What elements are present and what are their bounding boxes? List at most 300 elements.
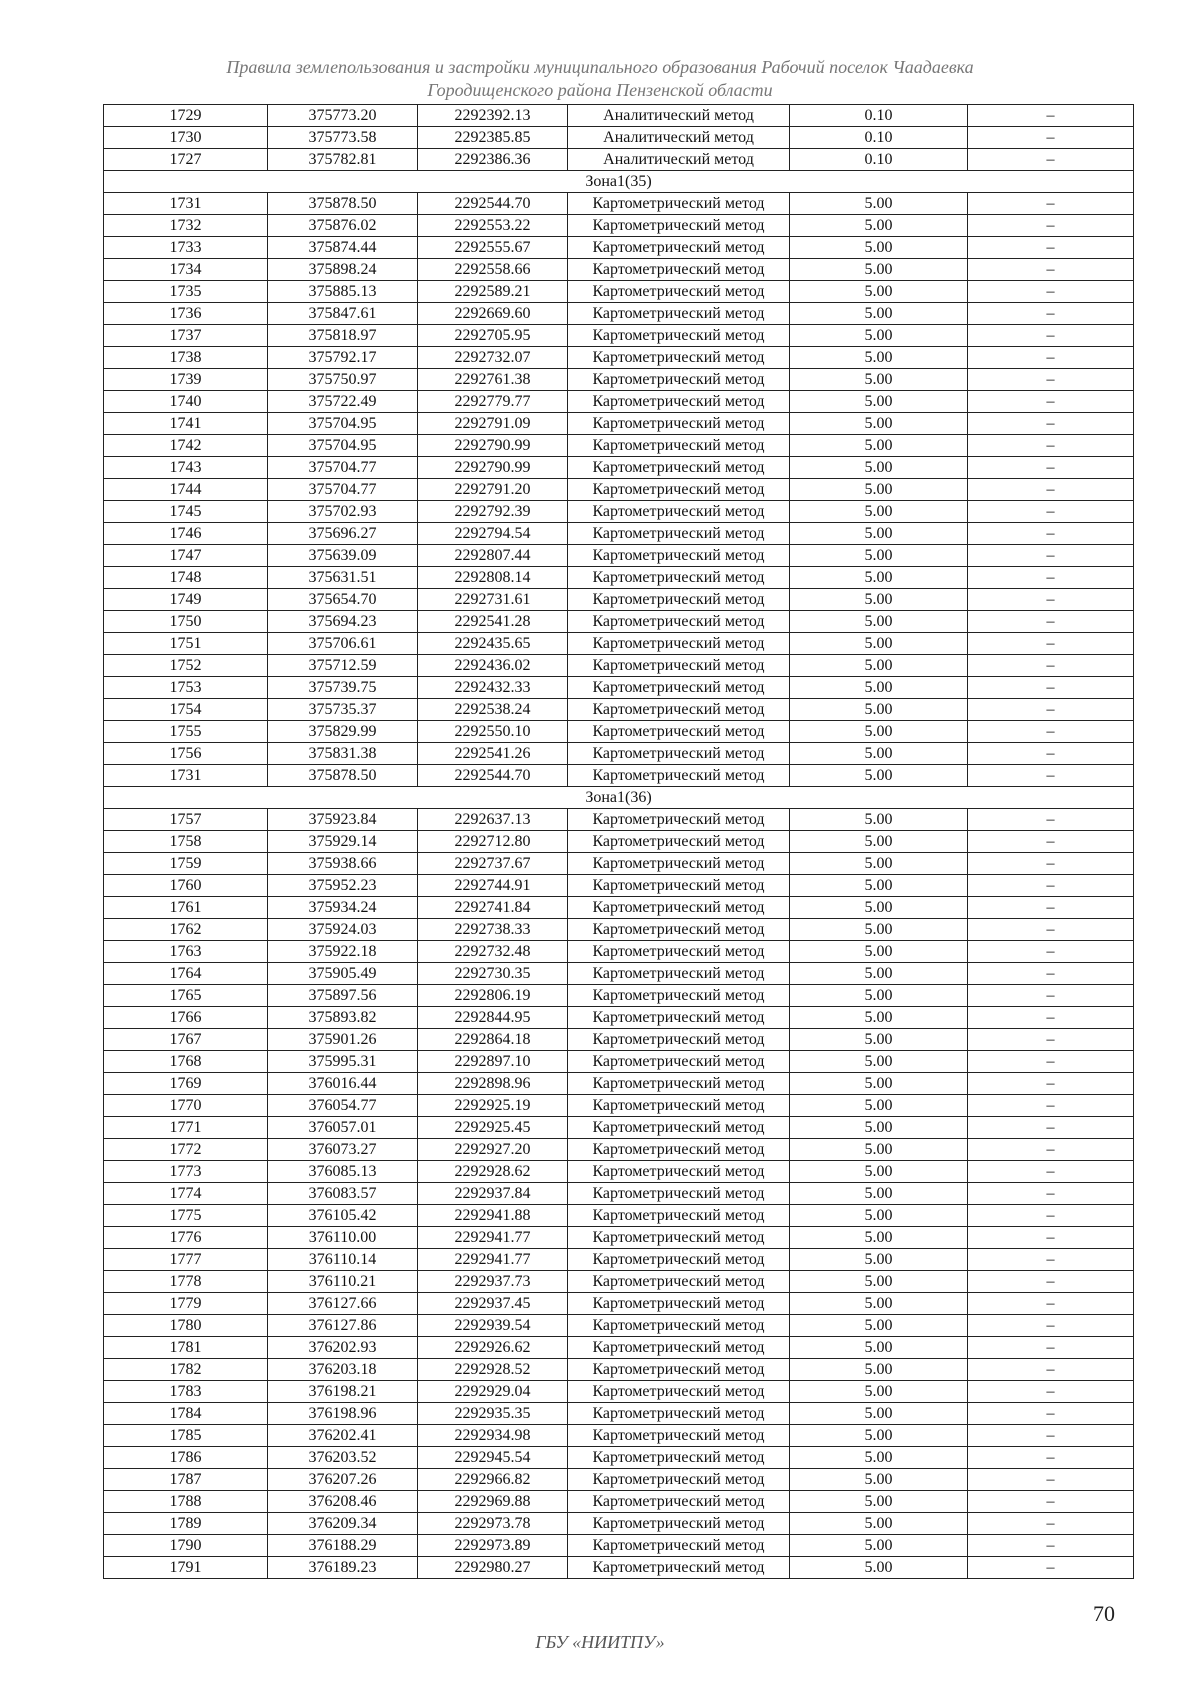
- table-row: [104, 1491, 1134, 1513]
- table-row: [104, 127, 1134, 149]
- table-row: [104, 633, 1134, 655]
- x-coordinate-cell: 375712.59: [268, 655, 418, 677]
- point-number-cell: 1771: [104, 1117, 268, 1139]
- table-row: [104, 1007, 1134, 1029]
- method-cell: Аналитический метод: [568, 149, 790, 171]
- description-cell: –: [968, 1227, 1134, 1249]
- table-row: [104, 941, 1134, 963]
- x-coordinate-cell: 375639.09: [268, 545, 418, 567]
- method-cell: Картометрический метод: [568, 1271, 790, 1293]
- x-coordinate-cell: 375739.75: [268, 677, 418, 699]
- x-coordinate-cell: 376073.27: [268, 1139, 418, 1161]
- description-cell: –: [968, 347, 1134, 369]
- x-coordinate-cell: 375893.82: [268, 1007, 418, 1029]
- table-row: [104, 1403, 1134, 1425]
- description-cell: –: [968, 677, 1134, 699]
- point-number-cell: 1770: [104, 1095, 268, 1117]
- y-coordinate-cell: 2292555.67: [418, 237, 568, 259]
- point-number-cell: 1778: [104, 1271, 268, 1293]
- accuracy-cell: 5.00: [790, 655, 968, 677]
- description-cell: –: [968, 1535, 1134, 1557]
- point-number-cell: 1760: [104, 875, 268, 897]
- accuracy-cell: 5.00: [790, 1161, 968, 1183]
- y-coordinate-cell: 2292744.91: [418, 875, 568, 897]
- method-cell: Картометрический метод: [568, 1073, 790, 1095]
- y-coordinate-cell: 2292385.85: [418, 127, 568, 149]
- method-cell: Картометрический метод: [568, 1029, 790, 1051]
- method-cell: Картометрический метод: [568, 897, 790, 919]
- point-number-cell: 1787: [104, 1469, 268, 1491]
- y-coordinate-cell: 2292941.88: [418, 1205, 568, 1227]
- description-cell: –: [968, 457, 1134, 479]
- table-row: [104, 545, 1134, 567]
- description-cell: –: [968, 985, 1134, 1007]
- table-row: [104, 765, 1134, 787]
- table-row: [104, 457, 1134, 479]
- point-number-cell: 1744: [104, 479, 268, 501]
- x-coordinate-cell: 376127.66: [268, 1293, 418, 1315]
- description-cell: –: [968, 435, 1134, 457]
- table-row: [104, 479, 1134, 501]
- point-number-cell: 1727: [104, 149, 268, 171]
- x-coordinate-cell: 375782.81: [268, 149, 418, 171]
- table-row: [104, 743, 1134, 765]
- accuracy-cell: 5.00: [790, 1029, 968, 1051]
- method-cell: Картометрический метод: [568, 215, 790, 237]
- y-coordinate-cell: 2292928.52: [418, 1359, 568, 1381]
- table-row: [104, 1293, 1134, 1315]
- description-cell: –: [968, 1425, 1134, 1447]
- table-row: [104, 1095, 1134, 1117]
- method-cell: Картометрический метод: [568, 1315, 790, 1337]
- accuracy-cell: 5.00: [790, 1205, 968, 1227]
- x-coordinate-cell: 376016.44: [268, 1073, 418, 1095]
- x-coordinate-cell: 375704.77: [268, 479, 418, 501]
- description-cell: –: [968, 831, 1134, 853]
- table-row: [104, 831, 1134, 853]
- method-cell: Картометрический метод: [568, 633, 790, 655]
- table-row: [104, 1513, 1134, 1535]
- x-coordinate-cell: 375704.95: [268, 435, 418, 457]
- y-coordinate-cell: 2292544.70: [418, 765, 568, 787]
- table-row: [104, 435, 1134, 457]
- x-coordinate-cell: 375706.61: [268, 633, 418, 655]
- y-coordinate-cell: 2292386.36: [418, 149, 568, 171]
- description-cell: –: [968, 765, 1134, 787]
- accuracy-cell: 5.00: [790, 347, 968, 369]
- x-coordinate-cell: 375952.23: [268, 875, 418, 897]
- y-coordinate-cell: 2292553.22: [418, 215, 568, 237]
- description-cell: –: [968, 809, 1134, 831]
- description-cell: –: [968, 941, 1134, 963]
- point-number-cell: 1729: [104, 105, 268, 127]
- description-cell: –: [968, 413, 1134, 435]
- table-row: [104, 237, 1134, 259]
- y-coordinate-cell: 2292731.61: [418, 589, 568, 611]
- accuracy-cell: 5.00: [790, 633, 968, 655]
- table-row: [104, 699, 1134, 721]
- method-cell: Картометрический метод: [568, 303, 790, 325]
- y-coordinate-cell: 2292738.33: [418, 919, 568, 941]
- x-coordinate-cell: 376054.77: [268, 1095, 418, 1117]
- x-coordinate-cell: 375696.27: [268, 523, 418, 545]
- description-cell: –: [968, 259, 1134, 281]
- accuracy-cell: 5.00: [790, 479, 968, 501]
- point-number-cell: 1739: [104, 369, 268, 391]
- point-number-cell: 1767: [104, 1029, 268, 1051]
- description-cell: –: [968, 369, 1134, 391]
- description-cell: –: [968, 1139, 1134, 1161]
- accuracy-cell: 5.00: [790, 435, 968, 457]
- point-number-cell: 1786: [104, 1447, 268, 1469]
- method-cell: Картометрический метод: [568, 1161, 790, 1183]
- y-coordinate-cell: 2292934.98: [418, 1425, 568, 1447]
- y-coordinate-cell: 2292973.89: [418, 1535, 568, 1557]
- x-coordinate-cell: 375631.51: [268, 567, 418, 589]
- x-coordinate-cell: 375878.50: [268, 193, 418, 215]
- accuracy-cell: 5.00: [790, 589, 968, 611]
- point-number-cell: 1755: [104, 721, 268, 743]
- table-row: [104, 149, 1134, 171]
- y-coordinate-cell: 2292966.82: [418, 1469, 568, 1491]
- table-row: [104, 523, 1134, 545]
- y-coordinate-cell: 2292432.33: [418, 677, 568, 699]
- description-cell: –: [968, 1029, 1134, 1051]
- method-cell: Картометрический метод: [568, 611, 790, 633]
- x-coordinate-cell: 375818.97: [268, 325, 418, 347]
- method-cell: Картометрический метод: [568, 391, 790, 413]
- y-coordinate-cell: 2292807.44: [418, 545, 568, 567]
- description-cell: –: [968, 963, 1134, 985]
- table-row: [104, 1139, 1134, 1161]
- point-number-cell: 1731: [104, 765, 268, 787]
- table-row: [104, 1425, 1134, 1447]
- x-coordinate-cell: 376085.13: [268, 1161, 418, 1183]
- method-cell: Картометрический метод: [568, 479, 790, 501]
- method-cell: Картометрический метод: [568, 369, 790, 391]
- table-row: [104, 985, 1134, 1007]
- point-number-cell: 1758: [104, 831, 268, 853]
- x-coordinate-cell: 376188.29: [268, 1535, 418, 1557]
- y-coordinate-cell: 2292669.60: [418, 303, 568, 325]
- method-cell: Картометрический метод: [568, 1293, 790, 1315]
- accuracy-cell: 5.00: [790, 721, 968, 743]
- point-number-cell: 1736: [104, 303, 268, 325]
- x-coordinate-cell: 375694.23: [268, 611, 418, 633]
- accuracy-cell: 5.00: [790, 215, 968, 237]
- method-cell: Аналитический метод: [568, 105, 790, 127]
- accuracy-cell: 5.00: [790, 1139, 968, 1161]
- description-cell: –: [968, 567, 1134, 589]
- method-cell: Картометрический метод: [568, 1139, 790, 1161]
- table-row: [104, 501, 1134, 523]
- description-cell: –: [968, 391, 1134, 413]
- method-cell: Картометрический метод: [568, 435, 790, 457]
- method-cell: Картометрический метод: [568, 413, 790, 435]
- accuracy-cell: 5.00: [790, 875, 968, 897]
- table-row: [104, 1227, 1134, 1249]
- accuracy-cell: 5.00: [790, 567, 968, 589]
- description-cell: –: [968, 875, 1134, 897]
- y-coordinate-cell: 2292925.45: [418, 1117, 568, 1139]
- x-coordinate-cell: 376105.42: [268, 1205, 418, 1227]
- method-cell: Картометрический метод: [568, 457, 790, 479]
- description-cell: –: [968, 897, 1134, 919]
- point-number-cell: 1753: [104, 677, 268, 699]
- accuracy-cell: 5.00: [790, 941, 968, 963]
- point-number-cell: 1733: [104, 237, 268, 259]
- x-coordinate-cell: 375654.70: [268, 589, 418, 611]
- point-number-cell: 1738: [104, 347, 268, 369]
- x-coordinate-cell: 376207.26: [268, 1469, 418, 1491]
- accuracy-cell: 5.00: [790, 1403, 968, 1425]
- y-coordinate-cell: 2292761.38: [418, 369, 568, 391]
- x-coordinate-cell: 375735.37: [268, 699, 418, 721]
- point-number-cell: 1751: [104, 633, 268, 655]
- x-coordinate-cell: 375924.03: [268, 919, 418, 941]
- description-cell: –: [968, 1513, 1134, 1535]
- table-row: [104, 1029, 1134, 1051]
- point-number-cell: 1769: [104, 1073, 268, 1095]
- y-coordinate-cell: 2292790.99: [418, 457, 568, 479]
- accuracy-cell: 5.00: [790, 1359, 968, 1381]
- accuracy-cell: 5.00: [790, 303, 968, 325]
- description-cell: –: [968, 1469, 1134, 1491]
- description-cell: –: [968, 1359, 1134, 1381]
- description-cell: –: [968, 105, 1134, 127]
- x-coordinate-cell: 375722.49: [268, 391, 418, 413]
- x-coordinate-cell: 376110.14: [268, 1249, 418, 1271]
- method-cell: Картометрический метод: [568, 985, 790, 1007]
- description-cell: –: [968, 303, 1134, 325]
- description-cell: –: [968, 919, 1134, 941]
- y-coordinate-cell: 2292790.99: [418, 435, 568, 457]
- x-coordinate-cell: 376209.34: [268, 1513, 418, 1535]
- x-coordinate-cell: 376198.21: [268, 1381, 418, 1403]
- accuracy-cell: 5.00: [790, 1117, 968, 1139]
- accuracy-cell: 5.00: [790, 699, 968, 721]
- method-cell: Картометрический метод: [568, 1425, 790, 1447]
- zone-header-row: [104, 787, 1134, 809]
- y-coordinate-cell: 2292538.24: [418, 699, 568, 721]
- accuracy-cell: 5.00: [790, 369, 968, 391]
- method-cell: Картометрический метод: [568, 1557, 790, 1579]
- method-cell: Картометрический метод: [568, 1337, 790, 1359]
- table-row: [104, 655, 1134, 677]
- description-cell: –: [968, 743, 1134, 765]
- description-cell: –: [968, 655, 1134, 677]
- description-cell: –: [968, 1183, 1134, 1205]
- method-cell: Картометрический метод: [568, 501, 790, 523]
- accuracy-cell: 5.00: [790, 193, 968, 215]
- page-header: [100, 56, 1100, 102]
- point-number-cell: 1737: [104, 325, 268, 347]
- description-cell: –: [968, 479, 1134, 501]
- y-coordinate-cell: 2292705.95: [418, 325, 568, 347]
- y-coordinate-cell: 2292928.62: [418, 1161, 568, 1183]
- y-coordinate-cell: 2292864.18: [418, 1029, 568, 1051]
- point-number-cell: 1742: [104, 435, 268, 457]
- point-number-cell: 1783: [104, 1381, 268, 1403]
- x-coordinate-cell: 375773.58: [268, 127, 418, 149]
- y-coordinate-cell: 2292980.27: [418, 1557, 568, 1579]
- point-number-cell: 1779: [104, 1293, 268, 1315]
- y-coordinate-cell: 2292925.19: [418, 1095, 568, 1117]
- method-cell: Аналитический метод: [568, 127, 790, 149]
- point-number-cell: 1774: [104, 1183, 268, 1205]
- accuracy-cell: 5.00: [790, 1315, 968, 1337]
- description-cell: –: [968, 1337, 1134, 1359]
- x-coordinate-cell: 375704.77: [268, 457, 418, 479]
- page-number: 70: [1093, 1601, 1115, 1626]
- method-cell: Картометрический метод: [568, 1513, 790, 1535]
- x-coordinate-cell: 376202.93: [268, 1337, 418, 1359]
- point-number-cell: 1734: [104, 259, 268, 281]
- table-row: [104, 1249, 1134, 1271]
- accuracy-cell: 5.00: [790, 1073, 968, 1095]
- description-cell: –: [968, 523, 1134, 545]
- table-row: [104, 611, 1134, 633]
- y-coordinate-cell: 2292737.67: [418, 853, 568, 875]
- point-number-cell: 1743: [104, 457, 268, 479]
- x-coordinate-cell: 375702.93: [268, 501, 418, 523]
- method-cell: Картометрический метод: [568, 523, 790, 545]
- table-row: [104, 875, 1134, 897]
- point-number-cell: 1764: [104, 963, 268, 985]
- accuracy-cell: 5.00: [790, 1007, 968, 1029]
- y-coordinate-cell: 2292730.35: [418, 963, 568, 985]
- zone-label: Зона1(35): [104, 171, 1134, 193]
- method-cell: Картометрический метод: [568, 963, 790, 985]
- table-row: [104, 809, 1134, 831]
- y-coordinate-cell: 2292806.19: [418, 985, 568, 1007]
- y-coordinate-cell: 2292544.70: [418, 193, 568, 215]
- description-cell: –: [968, 281, 1134, 303]
- accuracy-cell: 5.00: [790, 545, 968, 567]
- accuracy-cell: 5.00: [790, 1557, 968, 1579]
- description-cell: –: [968, 1403, 1134, 1425]
- description-cell: –: [968, 611, 1134, 633]
- table-row: [104, 1205, 1134, 1227]
- table-row: [104, 1337, 1134, 1359]
- accuracy-cell: 5.00: [790, 523, 968, 545]
- description-cell: –: [968, 1117, 1134, 1139]
- x-coordinate-cell: 375704.95: [268, 413, 418, 435]
- accuracy-cell: 5.00: [790, 501, 968, 523]
- point-number-cell: 1777: [104, 1249, 268, 1271]
- description-cell: –: [968, 1007, 1134, 1029]
- y-coordinate-cell: 2292941.77: [418, 1227, 568, 1249]
- x-coordinate-cell: 375898.24: [268, 259, 418, 281]
- y-coordinate-cell: 2292794.54: [418, 523, 568, 545]
- method-cell: Картометрический метод: [568, 831, 790, 853]
- y-coordinate-cell: 2292392.13: [418, 105, 568, 127]
- description-cell: –: [968, 1095, 1134, 1117]
- description-cell: –: [968, 545, 1134, 567]
- method-cell: Картометрический метод: [568, 875, 790, 897]
- accuracy-cell: 5.00: [790, 1381, 968, 1403]
- x-coordinate-cell: 376198.96: [268, 1403, 418, 1425]
- table-row: [104, 347, 1134, 369]
- method-cell: Картометрический метод: [568, 853, 790, 875]
- method-cell: Картометрический метод: [568, 347, 790, 369]
- y-coordinate-cell: 2292935.35: [418, 1403, 568, 1425]
- y-coordinate-cell: 2292939.54: [418, 1315, 568, 1337]
- point-number-cell: 1775: [104, 1205, 268, 1227]
- x-coordinate-cell: 375773.20: [268, 105, 418, 127]
- method-cell: Картометрический метод: [568, 1183, 790, 1205]
- point-number-cell: 1759: [104, 853, 268, 875]
- point-number-cell: 1761: [104, 897, 268, 919]
- table-row: [104, 1073, 1134, 1095]
- y-coordinate-cell: 2292927.20: [418, 1139, 568, 1161]
- accuracy-cell: 5.00: [790, 1337, 968, 1359]
- x-coordinate-cell: 375874.44: [268, 237, 418, 259]
- point-number-cell: 1781: [104, 1337, 268, 1359]
- point-number-cell: 1731: [104, 193, 268, 215]
- point-number-cell: 1768: [104, 1051, 268, 1073]
- description-cell: –: [968, 1249, 1134, 1271]
- table-row: [104, 105, 1134, 127]
- y-coordinate-cell: 2292791.09: [418, 413, 568, 435]
- description-cell: –: [968, 127, 1134, 149]
- table-row: [104, 1183, 1134, 1205]
- x-coordinate-cell: 375876.02: [268, 215, 418, 237]
- y-coordinate-cell: 2292732.48: [418, 941, 568, 963]
- description-cell: –: [968, 721, 1134, 743]
- accuracy-cell: 5.00: [790, 897, 968, 919]
- table-row: [104, 919, 1134, 941]
- point-number-cell: 1763: [104, 941, 268, 963]
- table-row: [104, 1381, 1134, 1403]
- y-coordinate-cell: 2292541.26: [418, 743, 568, 765]
- x-coordinate-cell: 376203.18: [268, 1359, 418, 1381]
- table-row: [104, 281, 1134, 303]
- description-cell: –: [968, 1271, 1134, 1293]
- accuracy-cell: 5.00: [790, 853, 968, 875]
- accuracy-cell: 5.00: [790, 1051, 968, 1073]
- accuracy-cell: 5.00: [790, 1271, 968, 1293]
- description-cell: –: [968, 149, 1134, 171]
- accuracy-cell: 5.00: [790, 259, 968, 281]
- point-number-cell: 1750: [104, 611, 268, 633]
- description-cell: –: [968, 1447, 1134, 1469]
- point-number-cell: 1784: [104, 1403, 268, 1425]
- page-footer: ГБУ «НИИТПУ»: [535, 1632, 665, 1652]
- x-coordinate-cell: 376127.86: [268, 1315, 418, 1337]
- accuracy-cell: 5.00: [790, 831, 968, 853]
- y-coordinate-cell: 2292898.96: [418, 1073, 568, 1095]
- point-number-cell: 1780: [104, 1315, 268, 1337]
- accuracy-cell: 5.00: [790, 1293, 968, 1315]
- header-line-2: Городищенского района Пензенской области: [427, 80, 773, 100]
- y-coordinate-cell: 2292741.84: [418, 897, 568, 919]
- zone-header-row: [104, 171, 1134, 193]
- description-cell: –: [968, 1073, 1134, 1095]
- description-cell: –: [968, 853, 1134, 875]
- method-cell: Картометрический метод: [568, 1007, 790, 1029]
- table-row: [104, 853, 1134, 875]
- table-row: [104, 1161, 1134, 1183]
- y-coordinate-cell: 2292941.77: [418, 1249, 568, 1271]
- y-coordinate-cell: 2292945.54: [418, 1447, 568, 1469]
- method-cell: Картометрический метод: [568, 237, 790, 259]
- method-cell: Картометрический метод: [568, 655, 790, 677]
- x-coordinate-cell: 376203.52: [268, 1447, 418, 1469]
- description-cell: –: [968, 1557, 1134, 1579]
- point-number-cell: 1757: [104, 809, 268, 831]
- point-number-cell: 1748: [104, 567, 268, 589]
